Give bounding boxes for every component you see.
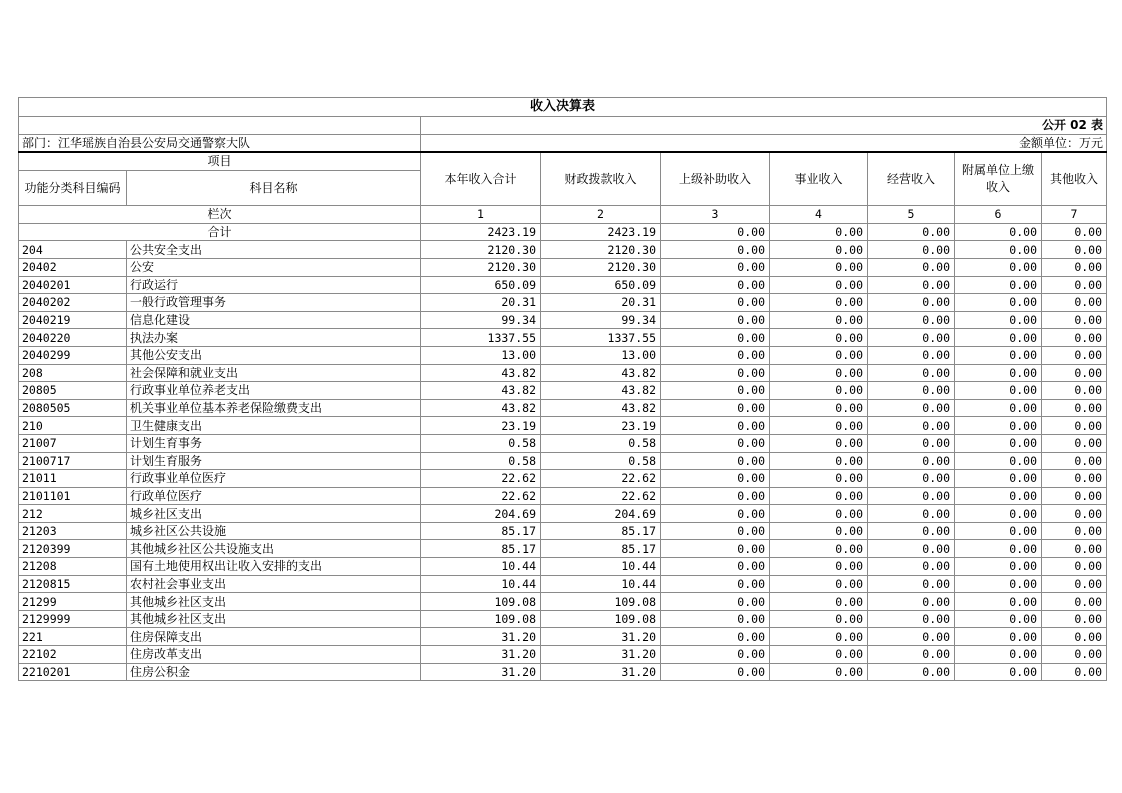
amount-cell: 0.00 bbox=[1042, 470, 1107, 488]
amount-cell: 0.00 bbox=[770, 399, 868, 417]
amount-cell: 204.69 bbox=[541, 505, 661, 523]
department-label: 部门：江华瑶族自治县公安局交通警察大队 bbox=[19, 134, 421, 152]
table-row bbox=[19, 593, 1107, 611]
table-row bbox=[19, 505, 1107, 523]
column-number: 5 bbox=[868, 206, 955, 224]
amount-cell: 0.00 bbox=[868, 487, 955, 505]
amount-cell: 31.20 bbox=[421, 663, 541, 681]
amount-cell: 23.19 bbox=[421, 417, 541, 435]
amount-cell: 0.00 bbox=[1042, 329, 1107, 347]
table-row bbox=[19, 470, 1107, 488]
amount-cell: 0.00 bbox=[868, 558, 955, 576]
subject-code-cell: 212 bbox=[19, 505, 127, 523]
amount-cell: 2120.30 bbox=[421, 258, 541, 276]
amount-cell: 0.00 bbox=[868, 663, 955, 681]
amount-cell: 0.00 bbox=[1042, 311, 1107, 329]
subject-name-cell: 住房保障支出 bbox=[127, 628, 421, 646]
table-row bbox=[19, 346, 1107, 364]
amount-cell: 10.44 bbox=[541, 558, 661, 576]
subject-code-cell: 2100717 bbox=[19, 452, 127, 470]
table-title: 收入决算表 bbox=[19, 98, 1107, 117]
subject-code-cell: 21299 bbox=[19, 593, 127, 611]
amount-cell: 0.00 bbox=[661, 276, 770, 294]
amount-cell: 0.00 bbox=[661, 628, 770, 646]
subject-code-cell: 2120399 bbox=[19, 540, 127, 558]
amount-cell: 109.08 bbox=[541, 593, 661, 611]
subject-code-cell: 2040202 bbox=[19, 294, 127, 312]
amount-cell: 0.00 bbox=[1042, 417, 1107, 435]
amount-cell: 20.31 bbox=[541, 294, 661, 312]
amount-cell: 0.00 bbox=[770, 505, 868, 523]
amount-cell: 0.00 bbox=[955, 311, 1042, 329]
amount-cell: 2120.30 bbox=[541, 258, 661, 276]
amount-cell: 0.00 bbox=[955, 346, 1042, 364]
amount-cell: 2120.30 bbox=[421, 241, 541, 259]
amount-cell: 0.00 bbox=[955, 241, 1042, 259]
amount-cell: 0.00 bbox=[955, 452, 1042, 470]
amount-cell: 0.00 bbox=[868, 294, 955, 312]
total-value-cell: 0.00 bbox=[770, 223, 868, 241]
amount-cell: 23.19 bbox=[541, 417, 661, 435]
subject-code-cell: 2120815 bbox=[19, 575, 127, 593]
amount-cell: 650.09 bbox=[541, 276, 661, 294]
amount-cell: 0.00 bbox=[868, 505, 955, 523]
amount-cell: 43.82 bbox=[541, 382, 661, 400]
amount-cell: 0.00 bbox=[770, 417, 868, 435]
column-number: 3 bbox=[661, 206, 770, 224]
amount-cell: 0.00 bbox=[955, 487, 1042, 505]
subject-name-cell: 一般行政管理事务 bbox=[127, 294, 421, 312]
amount-cell: 0.00 bbox=[868, 628, 955, 646]
amount-cell: 31.20 bbox=[421, 646, 541, 664]
amount-cell: 0.00 bbox=[770, 575, 868, 593]
table-row bbox=[19, 487, 1107, 505]
amount-cell: 0.00 bbox=[1042, 540, 1107, 558]
column-number: 4 bbox=[770, 206, 868, 224]
amount-cell: 0.00 bbox=[661, 364, 770, 382]
amount-cell: 0.00 bbox=[770, 558, 868, 576]
amount-cell: 0.00 bbox=[1042, 241, 1107, 259]
amount-cell: 99.34 bbox=[421, 311, 541, 329]
amount-cell: 0.00 bbox=[868, 346, 955, 364]
subject-code-cell: 204 bbox=[19, 241, 127, 259]
table-row bbox=[19, 646, 1107, 664]
amount-cell: 0.00 bbox=[661, 558, 770, 576]
amount-cell: 22.62 bbox=[421, 487, 541, 505]
subject-name-cell: 住房公积金 bbox=[127, 663, 421, 681]
amount-cell: 0.00 bbox=[661, 258, 770, 276]
table-row bbox=[19, 364, 1107, 382]
amount-cell: 0.00 bbox=[661, 575, 770, 593]
subject-code-cell: 20402 bbox=[19, 258, 127, 276]
subject-code-cell: 2040299 bbox=[19, 346, 127, 364]
amount-cell: 0.00 bbox=[868, 452, 955, 470]
table-row bbox=[19, 452, 1107, 470]
amount-cell: 0.00 bbox=[770, 329, 868, 347]
amount-cell: 0.00 bbox=[770, 294, 868, 312]
amount-cell: 0.00 bbox=[770, 364, 868, 382]
subject-name-cell: 城乡社区支出 bbox=[127, 505, 421, 523]
column-number: 1 bbox=[421, 206, 541, 224]
amount-cell: 10.44 bbox=[421, 558, 541, 576]
amount-cell: 0.00 bbox=[661, 646, 770, 664]
subject-name-header: 科目名称 bbox=[127, 171, 421, 206]
amount-cell: 0.00 bbox=[868, 540, 955, 558]
amount-cell: 0.00 bbox=[955, 294, 1042, 312]
other-income-header: 其他收入 bbox=[1042, 152, 1107, 206]
affiliated-unit-income-header: 附属单位上缴收入 bbox=[955, 152, 1042, 206]
total-value-cell: 0.00 bbox=[868, 223, 955, 241]
form-number: 公开 02 表 bbox=[421, 117, 1107, 135]
amount-cell: 85.17 bbox=[421, 540, 541, 558]
amount-cell: 0.00 bbox=[1042, 258, 1107, 276]
amount-cell: 43.82 bbox=[421, 382, 541, 400]
amount-cell: 0.00 bbox=[1042, 276, 1107, 294]
table-row bbox=[19, 575, 1107, 593]
amount-cell: 0.00 bbox=[1042, 575, 1107, 593]
total-value-cell: 2423.19 bbox=[421, 223, 541, 241]
amount-cell: 0.00 bbox=[868, 364, 955, 382]
total-row-label: 合计 bbox=[19, 223, 421, 241]
amount-cell: 0.00 bbox=[661, 487, 770, 505]
table-row bbox=[19, 540, 1107, 558]
amount-cell: 0.00 bbox=[661, 470, 770, 488]
amount-cell: 204.69 bbox=[421, 505, 541, 523]
amount-cell: 0.00 bbox=[955, 628, 1042, 646]
table-row bbox=[19, 329, 1107, 347]
amount-cell: 0.00 bbox=[1042, 628, 1107, 646]
amount-cell: 0.00 bbox=[1042, 364, 1107, 382]
amount-cell: 0.00 bbox=[868, 417, 955, 435]
amount-cell: 0.00 bbox=[770, 434, 868, 452]
function-code-header: 功能分类科目编码 bbox=[19, 171, 127, 206]
amount-cell: 0.00 bbox=[770, 346, 868, 364]
amount-cell: 22.62 bbox=[421, 470, 541, 488]
amount-cell: 0.00 bbox=[1042, 522, 1107, 540]
table-row bbox=[19, 663, 1107, 681]
amount-cell: 0.00 bbox=[955, 399, 1042, 417]
amount-cell: 31.20 bbox=[541, 663, 661, 681]
operating-income-header: 经营收入 bbox=[868, 152, 955, 206]
subject-name-cell: 社会保障和就业支出 bbox=[127, 364, 421, 382]
amount-cell: 0.00 bbox=[770, 487, 868, 505]
amount-cell: 0.00 bbox=[955, 505, 1042, 523]
amount-cell: 0.00 bbox=[770, 382, 868, 400]
subject-name-cell: 行政运行 bbox=[127, 276, 421, 294]
subject-name-cell: 其他公安支出 bbox=[127, 346, 421, 364]
income-final-account-table bbox=[18, 97, 1107, 681]
amount-cell: 43.82 bbox=[421, 364, 541, 382]
amount-cell: 0.00 bbox=[868, 646, 955, 664]
amount-cell: 0.00 bbox=[955, 382, 1042, 400]
amount-cell: 0.00 bbox=[868, 241, 955, 259]
table-row bbox=[19, 417, 1107, 435]
subject-code-cell: 2101101 bbox=[19, 487, 127, 505]
amount-cell: 0.00 bbox=[661, 452, 770, 470]
amount-cell: 0.00 bbox=[661, 382, 770, 400]
amount-cell: 1337.55 bbox=[421, 329, 541, 347]
amount-cell: 43.82 bbox=[421, 399, 541, 417]
amount-cell: 85.17 bbox=[541, 540, 661, 558]
amount-cell: 85.17 bbox=[541, 522, 661, 540]
table-row bbox=[19, 294, 1107, 312]
business-income-header: 事业收入 bbox=[770, 152, 868, 206]
fiscal-appropriation-header: 财政拨款收入 bbox=[541, 152, 661, 206]
amount-cell: 0.00 bbox=[955, 593, 1042, 611]
amount-cell: 650.09 bbox=[421, 276, 541, 294]
blank-cell bbox=[19, 117, 421, 135]
amount-cell: 0.00 bbox=[868, 258, 955, 276]
subject-name-cell: 计划生育事务 bbox=[127, 434, 421, 452]
amount-cell: 0.00 bbox=[1042, 382, 1107, 400]
amount-cell: 0.00 bbox=[661, 593, 770, 611]
amount-cell: 0.00 bbox=[868, 575, 955, 593]
subject-code-cell: 21208 bbox=[19, 558, 127, 576]
amount-cell: 13.00 bbox=[421, 346, 541, 364]
amount-cell: 0.00 bbox=[955, 610, 1042, 628]
subject-name-cell: 执法办案 bbox=[127, 329, 421, 347]
amount-cell: 0.00 bbox=[770, 540, 868, 558]
amount-cell: 0.00 bbox=[661, 434, 770, 452]
amount-cell: 13.00 bbox=[541, 346, 661, 364]
amount-cell: 109.08 bbox=[421, 610, 541, 628]
amount-unit-label: 金额单位：万元 bbox=[421, 134, 1107, 152]
subject-code-cell: 2080505 bbox=[19, 399, 127, 417]
amount-cell: 0.00 bbox=[770, 470, 868, 488]
amount-cell: 0.00 bbox=[868, 382, 955, 400]
subject-code-cell: 2129999 bbox=[19, 610, 127, 628]
amount-cell: 0.00 bbox=[770, 610, 868, 628]
amount-cell: 10.44 bbox=[421, 575, 541, 593]
amount-cell: 0.00 bbox=[1042, 505, 1107, 523]
subject-name-cell: 卫生健康支出 bbox=[127, 417, 421, 435]
amount-cell: 0.00 bbox=[661, 610, 770, 628]
amount-cell: 0.00 bbox=[955, 434, 1042, 452]
amount-cell: 0.00 bbox=[955, 558, 1042, 576]
amount-cell: 0.00 bbox=[955, 522, 1042, 540]
total-value-cell: 0.00 bbox=[955, 223, 1042, 241]
amount-cell: 109.08 bbox=[421, 593, 541, 611]
amount-cell: 0.00 bbox=[1042, 558, 1107, 576]
total-value-cell: 0.00 bbox=[1042, 223, 1107, 241]
amount-cell: 0.00 bbox=[955, 276, 1042, 294]
amount-cell: 31.20 bbox=[421, 628, 541, 646]
amount-cell: 0.00 bbox=[661, 399, 770, 417]
subject-code-cell: 210 bbox=[19, 417, 127, 435]
amount-cell: 0.00 bbox=[868, 399, 955, 417]
amount-cell: 0.00 bbox=[868, 470, 955, 488]
subject-name-cell: 行政单位医疗 bbox=[127, 487, 421, 505]
amount-cell: 1337.55 bbox=[541, 329, 661, 347]
amount-cell: 0.00 bbox=[868, 610, 955, 628]
amount-cell: 0.00 bbox=[770, 646, 868, 664]
amount-cell: 0.00 bbox=[955, 329, 1042, 347]
amount-cell: 22.62 bbox=[541, 487, 661, 505]
amount-cell: 0.00 bbox=[770, 522, 868, 540]
amount-cell: 0.00 bbox=[868, 593, 955, 611]
amount-cell: 0.00 bbox=[770, 663, 868, 681]
amount-cell: 0.00 bbox=[868, 329, 955, 347]
amount-cell: 0.00 bbox=[1042, 663, 1107, 681]
amount-cell: 0.00 bbox=[1042, 399, 1107, 417]
amount-cell: 0.00 bbox=[1042, 452, 1107, 470]
amount-cell: 0.58 bbox=[541, 434, 661, 452]
column-number-label: 栏次 bbox=[19, 206, 421, 224]
subject-code-cell: 22102 bbox=[19, 646, 127, 664]
table-row bbox=[19, 382, 1107, 400]
amount-cell: 0.00 bbox=[661, 663, 770, 681]
amount-cell: 0.00 bbox=[661, 241, 770, 259]
total-value-cell: 2423.19 bbox=[541, 223, 661, 241]
amount-cell: 0.00 bbox=[868, 434, 955, 452]
subject-code-cell: 21203 bbox=[19, 522, 127, 540]
subject-code-cell: 21007 bbox=[19, 434, 127, 452]
amount-cell: 0.00 bbox=[770, 276, 868, 294]
amount-cell: 0.00 bbox=[955, 540, 1042, 558]
amount-cell: 0.00 bbox=[1042, 346, 1107, 364]
subject-name-cell: 其他城乡社区公共设施支出 bbox=[127, 540, 421, 558]
amount-cell: 0.00 bbox=[770, 628, 868, 646]
amount-cell: 0.00 bbox=[1042, 434, 1107, 452]
subject-code-cell: 2040201 bbox=[19, 276, 127, 294]
subject-name-cell: 行政事业单位养老支出 bbox=[127, 382, 421, 400]
item-group-header: 项目 bbox=[19, 152, 421, 171]
table-row bbox=[19, 610, 1107, 628]
subject-name-cell: 公共安全支出 bbox=[127, 241, 421, 259]
amount-cell: 0.58 bbox=[421, 434, 541, 452]
table-row bbox=[19, 522, 1107, 540]
amount-cell: 0.58 bbox=[421, 452, 541, 470]
amount-cell: 10.44 bbox=[541, 575, 661, 593]
amount-cell: 0.00 bbox=[1042, 487, 1107, 505]
amount-cell: 0.00 bbox=[661, 540, 770, 558]
amount-cell: 0.00 bbox=[955, 575, 1042, 593]
amount-cell: 85.17 bbox=[421, 522, 541, 540]
amount-cell: 0.00 bbox=[955, 364, 1042, 382]
amount-cell: 0.00 bbox=[770, 452, 868, 470]
amount-cell: 109.08 bbox=[541, 610, 661, 628]
subject-name-cell: 国有土地使用权出让收入安排的支出 bbox=[127, 558, 421, 576]
amount-cell: 0.00 bbox=[1042, 610, 1107, 628]
amount-cell: 31.20 bbox=[541, 628, 661, 646]
amount-cell: 0.00 bbox=[868, 276, 955, 294]
table-row bbox=[19, 311, 1107, 329]
amount-cell: 0.00 bbox=[770, 593, 868, 611]
amount-cell: 0.00 bbox=[868, 522, 955, 540]
table-row bbox=[19, 628, 1107, 646]
subject-name-cell: 机关事业单位基本养老保险缴费支出 bbox=[127, 399, 421, 417]
amount-cell: 0.00 bbox=[661, 522, 770, 540]
subject-name-cell: 城乡社区公共设施 bbox=[127, 522, 421, 540]
subject-code-cell: 21011 bbox=[19, 470, 127, 488]
subject-name-cell: 计划生育服务 bbox=[127, 452, 421, 470]
amount-cell: 0.00 bbox=[661, 329, 770, 347]
amount-cell: 0.00 bbox=[770, 258, 868, 276]
amount-cell: 0.00 bbox=[661, 294, 770, 312]
amount-cell: 0.00 bbox=[661, 311, 770, 329]
column-number: 6 bbox=[955, 206, 1042, 224]
table-row bbox=[19, 241, 1107, 259]
amount-cell: 0.58 bbox=[541, 452, 661, 470]
subject-code-cell: 221 bbox=[19, 628, 127, 646]
amount-cell: 0.00 bbox=[1042, 593, 1107, 611]
table-row bbox=[19, 258, 1107, 276]
amount-cell: 0.00 bbox=[770, 241, 868, 259]
subject-name-cell: 其他城乡社区支出 bbox=[127, 593, 421, 611]
amount-cell: 31.20 bbox=[541, 646, 661, 664]
amount-cell: 43.82 bbox=[541, 399, 661, 417]
subject-name-cell: 其他城乡社区支出 bbox=[127, 610, 421, 628]
subject-code-cell: 208 bbox=[19, 364, 127, 382]
amount-cell: 20.31 bbox=[421, 294, 541, 312]
subject-code-cell: 2040219 bbox=[19, 311, 127, 329]
amount-cell: 0.00 bbox=[955, 663, 1042, 681]
column-number: 7 bbox=[1042, 206, 1107, 224]
amount-cell: 43.82 bbox=[541, 364, 661, 382]
total-income-header: 本年收入合计 bbox=[421, 152, 541, 206]
table-row bbox=[19, 558, 1107, 576]
amount-cell: 99.34 bbox=[541, 311, 661, 329]
amount-cell: 0.00 bbox=[955, 417, 1042, 435]
total-value-cell: 0.00 bbox=[661, 223, 770, 241]
subject-name-cell: 公安 bbox=[127, 258, 421, 276]
amount-cell: 0.00 bbox=[868, 311, 955, 329]
amount-cell: 0.00 bbox=[661, 346, 770, 364]
subject-name-cell: 行政事业单位医疗 bbox=[127, 470, 421, 488]
amount-cell: 2120.30 bbox=[541, 241, 661, 259]
amount-cell: 0.00 bbox=[770, 311, 868, 329]
subject-name-cell: 信息化建设 bbox=[127, 311, 421, 329]
subject-code-cell: 2210201 bbox=[19, 663, 127, 681]
amount-cell: 0.00 bbox=[661, 417, 770, 435]
amount-cell: 0.00 bbox=[1042, 646, 1107, 664]
superior-subsidy-header: 上级补助收入 bbox=[661, 152, 770, 206]
amount-cell: 0.00 bbox=[661, 505, 770, 523]
subject-name-cell: 住房改革支出 bbox=[127, 646, 421, 664]
column-number: 2 bbox=[541, 206, 661, 224]
amount-cell: 0.00 bbox=[955, 470, 1042, 488]
subject-code-cell: 20805 bbox=[19, 382, 127, 400]
subject-name-cell: 农村社会事业支出 bbox=[127, 575, 421, 593]
subject-code-cell: 2040220 bbox=[19, 329, 127, 347]
amount-cell: 0.00 bbox=[1042, 294, 1107, 312]
table-row bbox=[19, 276, 1107, 294]
amount-cell: 0.00 bbox=[955, 258, 1042, 276]
amount-cell: 22.62 bbox=[541, 470, 661, 488]
table-row bbox=[19, 399, 1107, 417]
amount-cell: 0.00 bbox=[955, 646, 1042, 664]
table-row bbox=[19, 434, 1107, 452]
